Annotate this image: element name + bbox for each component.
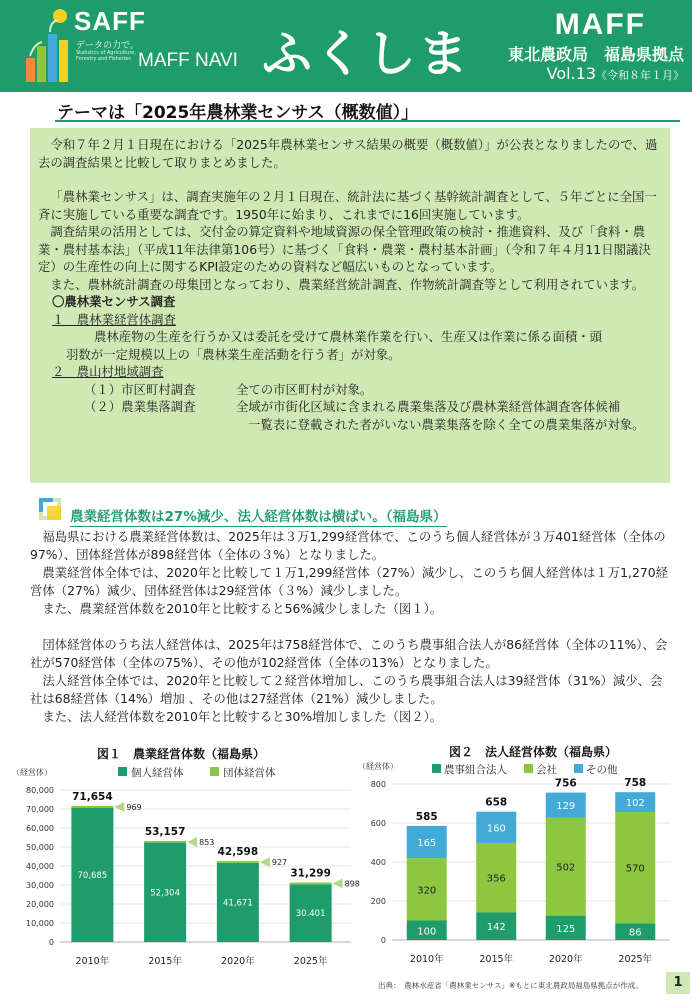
bar-group xyxy=(217,861,259,863)
data-label-other: 165 xyxy=(417,838,437,850)
data-label-cooperative: 142 xyxy=(486,922,506,934)
intro-box xyxy=(30,128,670,483)
y-tick-label: 30,000 xyxy=(26,881,54,890)
data-label-individual: 70,685 xyxy=(77,870,108,881)
legend-label: その他 xyxy=(586,764,618,776)
bar-group xyxy=(71,806,113,808)
x-tick-label: 2015年 xyxy=(148,956,182,967)
data-label-group: 927 xyxy=(271,858,288,868)
source-note: 出典： 農林水産省「農林業センサス」※もとに東北農政局福島県拠点が作成。 xyxy=(378,981,643,990)
section-paragraph: 団体経営体のうち法人経営体は、2025年は758経営体で、このうち農事組合法人が86経営体（全体の11%）、会社が570経営体（全体の75%）、その他が102経営体（全体の13%）となりました。 xyxy=(30,637,668,670)
saff-subtitle: Statistics of Agriculture, Forestry and Fisheries xyxy=(76,50,136,62)
page-title: ふくしま xyxy=(262,25,470,83)
y-tick-label: 80,000 xyxy=(26,786,54,795)
saff-logo-icon xyxy=(20,6,80,86)
section-paragraph: 法人経営体全体では、2020年と比較して２経営体増加し、このうち農事組合法人は39経営体（31%）減少、会社は68経営体（14%）増加 、その他は27経営体（21%）減少しました。 xyxy=(30,673,663,706)
survey-sub-1-label: （１）市区町村調査 xyxy=(84,381,196,397)
y-tick-label: 60,000 xyxy=(26,824,54,833)
callout-pointer xyxy=(187,837,197,847)
survey-sub-2-value: 全域が市街化区域に含まれる農業集落及び農林業経営体調査客体候補 xyxy=(236,399,621,414)
y-tick-label: 50,000 xyxy=(26,843,54,852)
y-tick-label: 0 xyxy=(48,938,54,947)
data-label-total: 658 xyxy=(485,796,508,809)
data-label-total: 53,157 xyxy=(144,826,186,839)
volume-number: Vol.13 xyxy=(546,64,596,83)
y-tick-label: 70,000 xyxy=(26,805,54,814)
chart-title: 図２ 法人経営体数（福島県） xyxy=(448,745,618,759)
maff-logo: MAFF xyxy=(554,8,646,41)
section-title: 農業経営体数は27%減少、法人経営体数は横ばい。（福島県） xyxy=(70,505,447,527)
x-tick-label: 2010年 xyxy=(75,956,110,967)
x-tick-label: 2020年 xyxy=(548,954,583,965)
legend-swatch xyxy=(118,767,127,776)
survey-sub-2-value-cont: 一覧表に登載された者がいない農業集落を除く全ての農業集落が対象。 xyxy=(248,416,645,432)
legend-label: 団体経営体 xyxy=(223,767,276,779)
legend-label: 個人経営体 xyxy=(131,767,184,779)
y-tick-label: 400 xyxy=(370,858,386,867)
y-axis-label: （経営体） xyxy=(358,762,398,771)
section-paragraph: また、法人経営体数を2010年と比較すると30%増加しました（図２）。 xyxy=(42,709,443,724)
data-label-other: 102 xyxy=(625,798,645,810)
data-label-company: 356 xyxy=(486,873,506,885)
section-paragraph: 福島県における農業経営体数は、2025年は３万1,299経営体で、このうち個人経営体が３万401経営体（全体の97%）、団体経営体が898経営体（全体の３%）となりました。 xyxy=(30,529,666,562)
intro-paragraph: また、農林統計調査の母集団となっており、農業経営統計調査、作物統計調査等として利用されています。 xyxy=(50,276,645,292)
chart1-svg xyxy=(6,742,360,977)
legend-swatch xyxy=(574,764,583,773)
x-tick-label: 2025年 xyxy=(618,954,653,965)
legend-swatch xyxy=(524,764,533,773)
legend-swatch xyxy=(432,764,441,773)
data-label-company: 320 xyxy=(417,885,437,897)
header-banner xyxy=(0,0,692,92)
callout-pointer xyxy=(114,802,124,812)
survey-item-1: １ 農林業経営体調査 xyxy=(52,311,176,327)
data-label-cooperative: 86 xyxy=(628,927,642,939)
x-tick-label: 2025年 xyxy=(293,956,328,967)
saff-tagline: データの力で。 xyxy=(76,41,139,51)
y-tick-label: 40,000 xyxy=(26,862,54,871)
intro-paragraph: 令和７年２月１日現在における「2025年農林業センサス結果の概要（概数値）」が公表となりましたので、過去の調査結果と比較して取りまとめました。 xyxy=(38,137,658,170)
bar-group xyxy=(144,841,186,843)
survey-item-2: ２ 農山村地域調査 xyxy=(52,364,164,379)
volume-label xyxy=(547,64,684,83)
data-label-company: 570 xyxy=(625,863,645,875)
survey-item-1-desc: 農林産物の生産を行うか又は委託を受けて農林業作業を行い、生産又は作業に係る面積・頭 xyxy=(94,329,603,344)
data-label-cooperative: 125 xyxy=(556,923,576,935)
data-label-cooperative: 100 xyxy=(417,926,437,938)
section-paragraph: 農業経営体全体では、2020年と比較して１万1,299経営体（27%）減少し、このうち個人経営体は１万1,270経営体（27%）減少、団体経営体は29経営体（３%）減少しました。 xyxy=(30,565,669,598)
data-label-group: 898 xyxy=(344,879,360,889)
section-body xyxy=(30,528,670,726)
callout-pointer xyxy=(333,879,343,889)
data-label-other: 129 xyxy=(556,801,576,813)
data-label-total: 71,654 xyxy=(72,790,113,803)
chart-farm-entities xyxy=(6,742,360,977)
x-tick-label: 2010年 xyxy=(409,954,444,965)
section-paragraph: また、農業経営体数を2010年と比較すると56%減少しました（図１）。 xyxy=(42,601,443,616)
intro-paragraph: 調査結果の活用としては、交付金の算定資料や地域資源の保全管理政策の検討・推進資料、及び「食料・農業・農村基本法」（平成11年法律第106号）に基づく「食料・農業・農村基本計画」（令和７年４月11日閣議決定）の生産性の向上に関するKPI設定のための資料など幅広いものとなっています。 xyxy=(38,224,651,274)
chart-corporate-entities xyxy=(358,742,688,977)
data-label-total: 42,598 xyxy=(217,846,259,859)
saff-wordmark: SAFF xyxy=(74,6,146,36)
survey-heading: 〇農林業センサス調査 xyxy=(52,294,176,309)
legend-swatch xyxy=(210,767,219,776)
bar-group xyxy=(290,883,332,885)
survey-item-1-desc: 羽数が一定規模以上の「農林業生産活動を行う者」が対象。 xyxy=(66,346,401,362)
x-tick-label: 2015年 xyxy=(479,954,514,965)
data-label-group: 969 xyxy=(126,802,142,812)
chart-title: 図１ 農業経営体数（福島県） xyxy=(96,747,266,761)
y-tick-label: 200 xyxy=(370,897,386,906)
y-tick-label: 20,000 xyxy=(26,900,54,909)
y-tick-label: 600 xyxy=(370,819,386,828)
data-label-company: 502 xyxy=(556,862,576,874)
x-tick-label: 2020年 xyxy=(221,956,255,967)
survey-sub-1 xyxy=(38,381,662,399)
data-label-other: 160 xyxy=(486,823,506,835)
intro-paragraph: 「農林業センサス」は、調査実施年の２月１日現在、統計法に基づく基幹統計調査として、５年ごとに全国一斉に実施している重要な調査です。1950年に始まり、これまでに16回実施しています。 xyxy=(38,189,657,222)
survey-sub-2 xyxy=(38,398,662,416)
chart2-svg xyxy=(358,742,688,977)
y-tick-label: 0 xyxy=(380,936,386,945)
survey-sub-2-label: （２）農業集落調査 xyxy=(84,399,196,414)
data-label-group: 853 xyxy=(199,838,215,848)
data-label-individual: 30.401 xyxy=(295,909,326,920)
data-label-total: 585 xyxy=(415,810,438,823)
data-label-total: 756 xyxy=(554,777,577,790)
legend-label: 農事組合法人 xyxy=(444,764,507,776)
survey-sub-1-value: 全ての市区町村が対象。 xyxy=(236,381,373,397)
theme-heading: テーマは「2025年農林業センサス（概数値）」 xyxy=(55,98,680,122)
issue-date: 《令和８年１月》 xyxy=(596,69,684,82)
maff-navi-label: MAFF NAVI xyxy=(138,50,238,71)
data-label-total: 31,299 xyxy=(290,867,331,880)
y-tick-label: 10,000 xyxy=(26,919,54,928)
section-bullet-icon xyxy=(38,497,62,521)
page-number: 1 xyxy=(666,972,690,994)
y-axis-label: （経営体） xyxy=(12,768,52,777)
bureau-name: 東北農政局 福島県拠点 xyxy=(507,45,684,64)
callout-pointer xyxy=(260,857,270,867)
data-label-individual: 52,304 xyxy=(150,888,180,899)
data-label-total: 758 xyxy=(624,777,647,790)
data-label-individual: 41,671 xyxy=(223,898,253,909)
y-tick-label: 800 xyxy=(370,780,386,789)
legend-label: 会社 xyxy=(536,764,557,776)
